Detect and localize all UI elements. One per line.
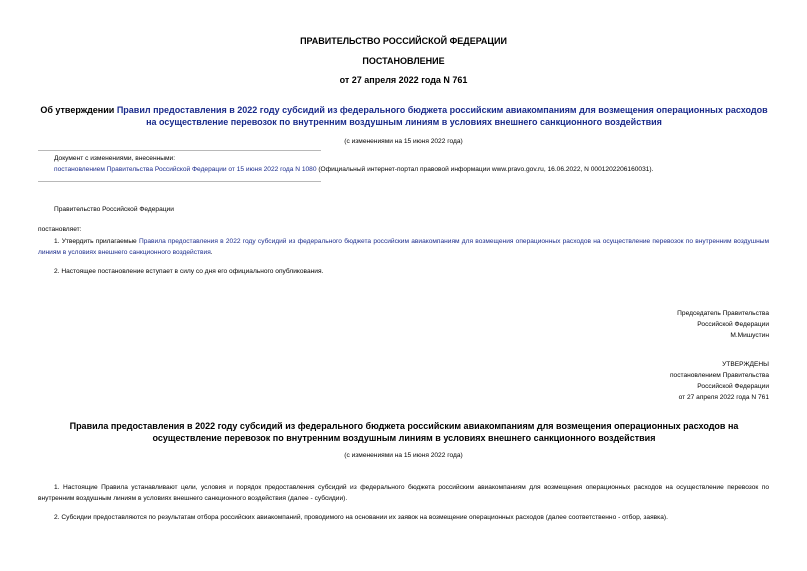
org-heading: ПРАВИТЕЛЬСТВО РОССИЙСКОЙ ФЕДЕРАЦИИ	[300, 36, 507, 46]
doc-type-heading: ПОСТАНОВЛЕНИЕ	[362, 56, 445, 66]
title-prefix: Об утверждении	[40, 105, 117, 115]
amendment-link[interactable]: постановлением Правительства Российской Федерации от 15 июня 2022 года N 1080	[54, 166, 317, 173]
approved-by: постановлением Правительства	[669, 372, 769, 379]
item-1-prefix: 1. Утвердить прилагаемые	[54, 238, 139, 245]
government-label: Правительство Российской Федерации	[54, 206, 174, 213]
document-title	[38, 104, 770, 128]
signature-name: М.Мишустин	[730, 332, 769, 339]
item-1-rules-link[interactable]: Правила предоставления в 2022 году субсидий из федерального бюджета российским авиакомпаниям для возмещения операционных расходов на осуществление перевозок по внутренним воздушным линиям в условиях внешнего санкционного воздействия	[38, 238, 769, 256]
signature-position: Председатель Правительства	[677, 310, 769, 317]
signature-country: Российской Федерации	[697, 321, 769, 328]
signature-block	[677, 308, 769, 341]
resolves-label: постановляет:	[38, 226, 82, 233]
amendments-line	[54, 166, 774, 173]
rules-changes-note: (с изменениями на 15 июня 2022 года)	[344, 452, 463, 459]
approved-country: Российской Федерации	[697, 383, 769, 390]
date-number: от 27 апреля 2022 года N 761	[339, 75, 468, 85]
item-1	[38, 236, 769, 258]
rules-title: Правила предоставления в 2022 году субсидий из федерального бюджета российским авиакомпаниям для возмещения операционных расходов на осуществление перевозок по внутренним воздушным линиям в условиях внешнего санкционного воздействия	[69, 421, 739, 443]
item-1-suffix: .	[210, 249, 213, 256]
amendments-top-rule	[38, 150, 321, 151]
amendments-intro: Документ с изменениями, внесенными:	[54, 155, 176, 162]
approved-label: УТВЕРЖДЕНЫ	[722, 361, 769, 368]
approved-date-number: от 27 апреля 2022 года N 761	[678, 394, 769, 401]
amendment-source: (Официальный интернет-портал правовой информации www.pravo.gov.ru, 16.06.2022, N 0001202206160031).	[316, 166, 654, 173]
amendments-bottom-rule	[38, 181, 321, 182]
title-rules-link[interactable]: Правил предоставления в 2022 году субсидий из федерального бюджета российским авиакомпаниям для возмещения операционных расходов на осуществление перевозок по внутренним воздушным линиям в условиях внешнего санкционного воздействия	[116, 105, 768, 127]
rules-paragraph-1: 1. Настоящие Правила устанавливают цели, условия и порядок предоставления субсидий из федерального бюджета российским авиакомпаниям для возмещения операционных расходов на осуществление перевозок по внутренним воздушным линиям в условиях внешнего санкционного воздействия (далее - субсидии).	[38, 484, 769, 502]
rules-paragraph-2: 2. Субсидии предоставляются по результатам отбора российских авиакомпаний, проводимого на основании их заявок на возмещение операционных расходов (далее соответственно - отбор, заявка).	[54, 514, 668, 521]
item-2: 2. Настоящее постановление вступает в силу со дня его официального опубликования.	[54, 268, 324, 275]
approved-block	[670, 359, 769, 403]
changes-note: (с изменениями на 15 июня 2022 года)	[344, 138, 463, 145]
